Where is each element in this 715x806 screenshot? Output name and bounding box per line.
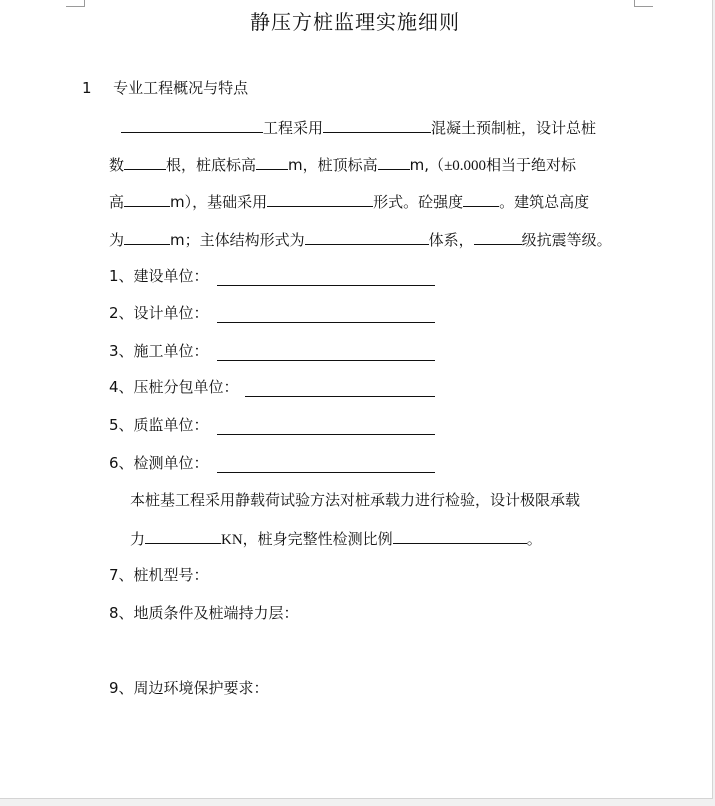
test-paragraph-line-2: 力 KN，桩身完整性检测比例 。 <box>130 530 542 548</box>
blank-piling-subcontractor[interactable] <box>245 381 435 397</box>
item-environment-protection: 9、周边环境保护要求： <box>109 679 269 697</box>
section-heading <box>82 79 248 97</box>
item-geology-bearing-layer: 8、地质条件及桩端持力层： <box>109 604 299 622</box>
blank-ultimate-capacity[interactable] <box>145 528 221 544</box>
blank-structure-type[interactable] <box>305 229 429 245</box>
unit-row-contractor: 3、施工单位： <box>109 342 209 360</box>
blank-construction-owner[interactable] <box>217 270 435 286</box>
blank-pile-top-elevation[interactable] <box>378 154 410 170</box>
page-corner-mark-right <box>634 0 653 7</box>
test-paragraph-line-1: 本桩基工程采用静载荷试验方法对桩承载力进行检验，设计极限承载 <box>130 491 581 509</box>
document-title: 静压方桩监理实施细则 <box>250 10 460 34</box>
section-number: 1 <box>82 79 92 97</box>
blank-testing-unit[interactable] <box>217 457 435 473</box>
overview-line-2: 数 根，桩底标高 m，桩顶标高 m,（±0.000相当于绝对标 <box>109 156 577 174</box>
blank-project-name[interactable] <box>121 117 263 133</box>
blank-absolute-elevation[interactable] <box>124 191 170 207</box>
blank-pile-count[interactable] <box>124 154 166 170</box>
blank-seismic-grade[interactable] <box>474 229 522 245</box>
blank-integrity-test-ratio[interactable] <box>393 528 527 544</box>
blank-concrete-type[interactable] <box>323 117 431 133</box>
unit-row-design: 2、设计单位： <box>109 304 209 322</box>
blank-building-height[interactable] <box>124 229 170 245</box>
blank-contractor[interactable] <box>217 345 435 361</box>
overview-line-4: 为 m；主体结构形式为 体系， 级抗震等级。 <box>109 231 612 249</box>
page-corner-mark-left <box>66 0 85 7</box>
overview-line-1: 工程采用 混凝土预制桩，设计总桩 <box>121 117 596 137</box>
unit-row-piling-subcontractor: 4、压桩分包单位： <box>109 378 239 396</box>
overview-line-3: 高 m），基础采用 形式。砼强度 。建筑总高度 <box>109 193 590 211</box>
blank-quality-supervision[interactable] <box>217 419 435 435</box>
blank-pile-bottom-elevation[interactable] <box>256 154 288 170</box>
unit-row-construction-owner: 1、建设单位： <box>109 267 209 285</box>
blank-concrete-strength[interactable] <box>463 191 499 207</box>
unit-row-quality-supervision: 5、质监单位： <box>109 416 209 434</box>
blank-foundation-form[interactable] <box>267 191 373 207</box>
unit-row-testing: 6、检测单位： <box>109 454 209 472</box>
section-title: 专业工程概况与特点 <box>113 79 249 97</box>
item-pile-machine-model: 7、桩机型号： <box>109 566 209 584</box>
blank-design-unit[interactable] <box>217 307 435 323</box>
